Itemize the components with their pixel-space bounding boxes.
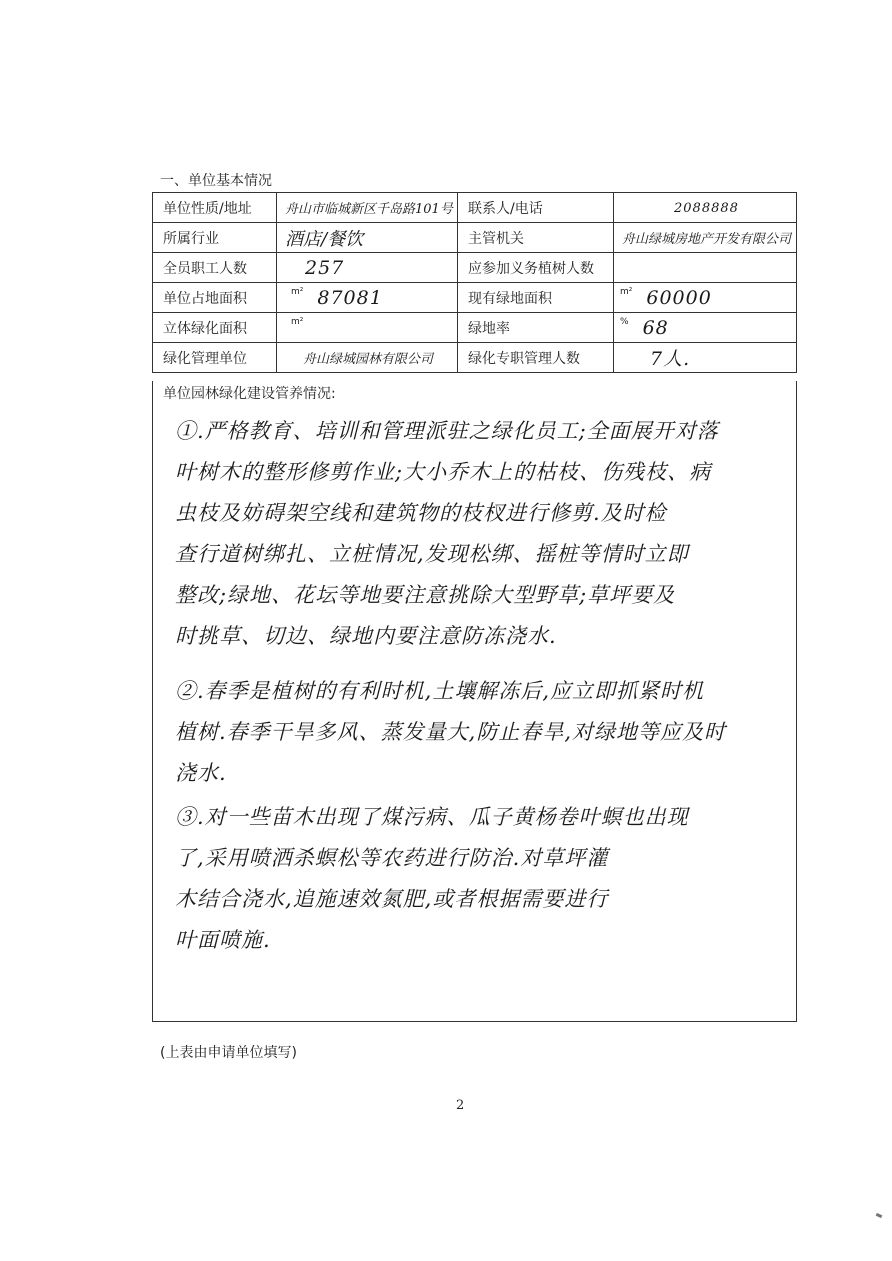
value-nature-address: [277, 193, 458, 223]
handwritten-land-area: 87081: [317, 286, 383, 309]
care-description-box: [152, 381, 797, 1022]
value-green-staff-count: [614, 343, 797, 373]
handwritten-paragraph-1: [175, 411, 795, 657]
label-green-rate: 绿地率: [458, 313, 614, 343]
table-row: [153, 343, 797, 373]
handwritten-line: 虫枝及妨碍架空线和建筑物的枝杈进行修剪.及时检: [175, 501, 667, 525]
label-nature-address: 单位性质/地址: [153, 193, 277, 223]
label-land-area: 单位占地面积: [153, 283, 277, 313]
handwritten-line: 叶树木的整形修剪作业;大小乔木上的枯枝、伤残枝、病: [175, 460, 712, 484]
value-green-rate: [614, 313, 797, 343]
handwritten-management-unit: 舟山绿城园林有限公司: [303, 352, 434, 367]
table-row: [153, 313, 797, 343]
label-green-area: 现有绿地面积: [458, 283, 614, 313]
label-vertical-green-area: 立体绿化面积: [153, 313, 277, 343]
label-supervisor: 主管机关: [458, 223, 614, 253]
label-contact-phone: 联系人/电话: [458, 193, 614, 223]
handwritten-line: 植树.春季干旱多风、蒸发量大,防止春旱,对绿地等应及时: [175, 720, 727, 744]
value-tree-planting-count: [614, 253, 797, 283]
handwritten-staff-count: 257: [305, 256, 345, 279]
handwritten-line: 了,采用喷洒杀螟松等农药进行防治.对草坪灌: [175, 846, 609, 870]
handwritten-line: ③.对一些苗木出现了煤污病、瓜子黄杨卷叶螟也出现: [175, 805, 689, 829]
unit-percent: %: [620, 316, 629, 327]
handwritten-line: ②.春季是植树的有利时机,土壤解冻后,应立即抓紧时机: [175, 679, 705, 703]
handwritten-line: 浇水.: [175, 761, 227, 785]
care-section-title: 单位园林绿化建设管养情况:: [163, 386, 336, 402]
label-tree-planting-count: 应参加义务植树人数: [458, 253, 614, 283]
unit-m2: m²: [291, 286, 304, 297]
handwritten-green-rate: 68: [642, 316, 669, 339]
handwritten-line: 时挑草、切边、绿地内要注意防冻浇水.: [175, 624, 557, 648]
value-staff-count: [277, 253, 458, 283]
handwritten-phone: 2088888: [674, 200, 739, 216]
table-row: [153, 193, 797, 223]
label-industry: 所属行业: [153, 223, 277, 253]
scan-mark: [876, 1213, 883, 1218]
handwritten-line: ①.严格教育、培训和管理派驻之绿化员工;全面展开对落: [175, 419, 719, 443]
handwritten-line: 木结合浇水,追施速效氮肥,或者根据需要进行: [175, 887, 609, 911]
handwritten-supervisor: 舟山绿城房地产开发有限公司: [622, 232, 792, 247]
handwritten-address: 舟山市临城新区千岛路101号: [285, 202, 453, 217]
unit-info-table: [152, 192, 797, 373]
unit-m2: m²: [620, 286, 633, 297]
table-row: [153, 223, 797, 253]
value-green-area: [614, 283, 797, 313]
unit-m2: m²: [291, 316, 304, 327]
label-green-staff-count: 绿化专职管理人数: [458, 343, 614, 373]
handwritten-paragraph-3: [175, 797, 795, 961]
handwritten-line: 查行道树绑扎、立桩情况,发现松绑、摇桩等情时立即: [175, 542, 689, 566]
handwritten-line: 叶面喷施.: [175, 928, 271, 952]
handwritten-paragraph-2: [175, 671, 795, 794]
value-vertical-green-area: [277, 313, 458, 343]
label-green-management-unit: 绿化管理单位: [153, 343, 277, 373]
handwritten-line: 整改;绿地、花坛等地要注意挑除大型野草;草坪要及: [175, 583, 676, 607]
table-row: [153, 253, 797, 283]
value-green-management-unit: [277, 343, 458, 373]
section-title: 一、单位基本情况: [160, 173, 272, 189]
label-staff-count: 全员职工人数: [153, 253, 277, 283]
page-number: 2: [456, 1098, 465, 1113]
value-contact-phone: [614, 193, 797, 223]
footer-note: (上表由申请单位填写): [160, 1045, 297, 1061]
value-land-area: [277, 283, 458, 313]
handwritten-industry: 酒店/餐饮: [285, 228, 364, 250]
handwritten-green-area: 60000: [646, 286, 712, 309]
handwritten-green-staff-count: 7人.: [650, 348, 691, 370]
value-supervisor: [614, 223, 797, 253]
value-industry: [277, 223, 458, 253]
table-row: [153, 283, 797, 313]
